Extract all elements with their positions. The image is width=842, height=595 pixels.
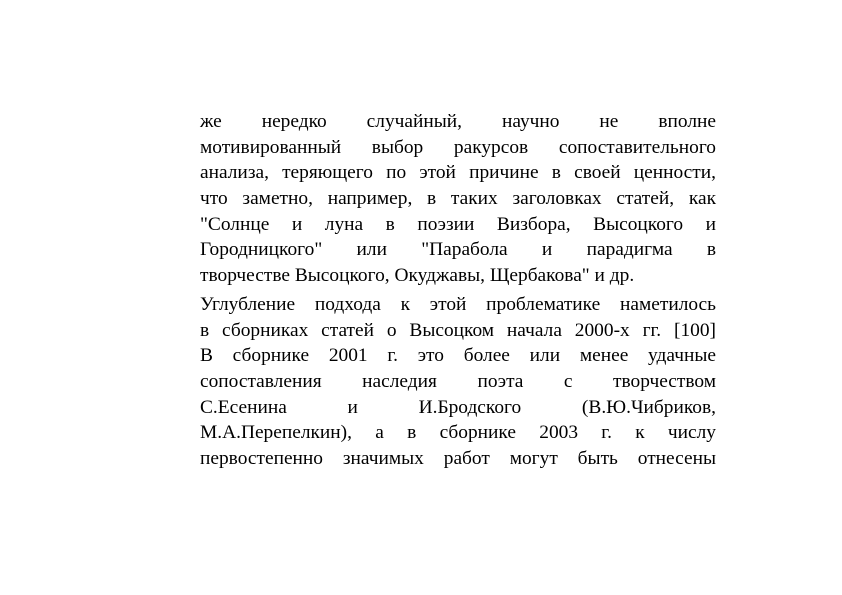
text-line: "Солнце и луна в поэзии Визбора, Высоцкого и — [200, 213, 716, 235]
text-line: в сборниках статей о Высоцком начала 2000-х гг. [100] — [200, 319, 716, 341]
paragraph-1 — [200, 109, 716, 289]
text-line: Углубление подхода к этой проблематике наметилось — [200, 293, 716, 315]
text-line: что заметно, например, в таких заголовках статей, как — [200, 188, 716, 210]
text-line: мотивированный выбор ракурсов сопоставительного — [200, 136, 716, 158]
text-line: сопоставления наследия поэта с творчеством — [200, 370, 716, 392]
body-text — [200, 109, 716, 472]
text-line: С.Есенина и И.Бродского (В.Ю.Чибриков, — [200, 396, 716, 418]
text-line: первостепенно значимых работ могут быть отнесены — [200, 447, 716, 469]
text-line: анализа, теряющего по этой причине в своей ценности, — [200, 162, 716, 184]
text-line: М.А.Перепелкин), а в сборнике 2003 г. к числу — [200, 422, 716, 444]
text-line: Городницкого" или "Парабола и парадигма в — [200, 239, 716, 261]
text-line: же нередко случайный, научно не вполне — [200, 111, 716, 132]
text-line: В сборнике 2001 г. это более или менее удачные — [200, 345, 716, 367]
text-line: творчестве Высоцкого, Окуджавы, Щербакова" и др. — [200, 265, 635, 287]
paragraph-2 — [200, 292, 716, 472]
